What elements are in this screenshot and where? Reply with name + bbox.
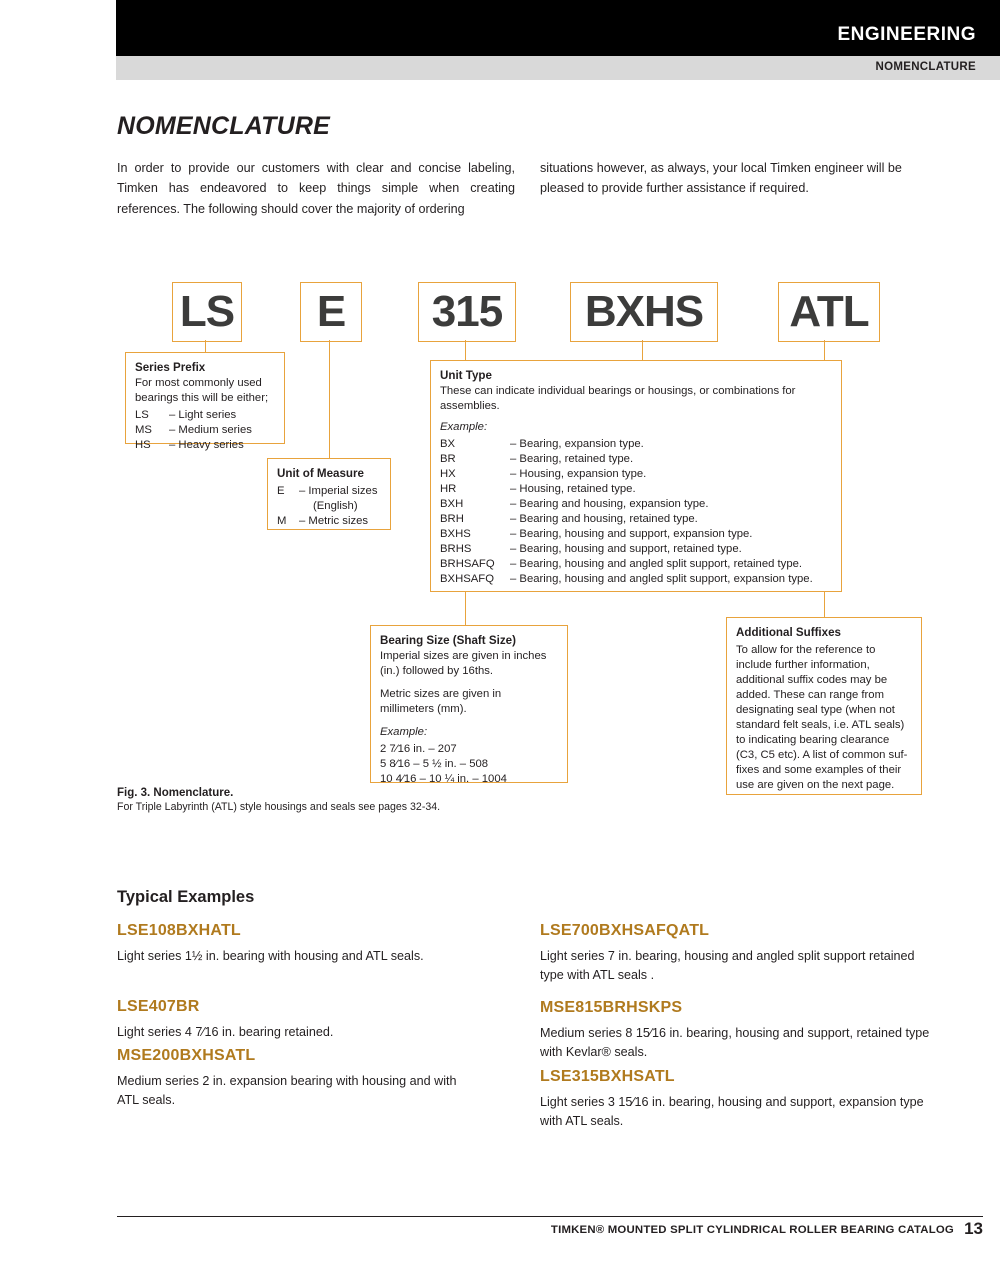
intro-paragraph-right: situations however, as always, your local Timken engineer will be pleased to provide further assistance if required. xyxy=(540,161,902,196)
series-prefix-code: MS xyxy=(135,424,152,437)
unit-type-desc: – Bearing and housing, expansion type. xyxy=(510,498,709,511)
callout-additional-suffixes-body: To allow for the reference to include further information, additional suffix codes may be added. These can range from designating seal type (when not standard felt seals, i.e. ATL seals) to indicating bearing clearance (C3, C5 etc). A list of common suf-fixes and some examples of their use are given on the next page. xyxy=(736,644,908,792)
series-prefix-desc: – Light series xyxy=(169,409,237,422)
callout-additional-suffixes xyxy=(726,617,922,795)
unit-type-code: BXHS xyxy=(440,528,471,541)
header-title: ENGINEERING xyxy=(837,24,976,45)
code-box-series-prefix: LS xyxy=(172,282,242,342)
callout-row xyxy=(135,408,275,423)
table-row xyxy=(440,452,832,467)
unit-type-desc: – Bearing, housing and support, expansion type. xyxy=(510,528,753,541)
bearing-size-example: 10 4⁄16 – 10 ¼ in. – 1004 xyxy=(380,773,507,786)
unit-type-desc: – Bearing, housing and angled split support, expansion type. xyxy=(510,573,813,586)
callout-unit-type-body: These can indicate individual bearings or housings, or combinations for assemblies. xyxy=(440,385,796,413)
callout-bearing-size-title: Bearing Size (Shaft Size) xyxy=(380,634,516,647)
callout-unit-type-title: Unit Type xyxy=(440,369,492,382)
code-box-unit-type: BXHS xyxy=(570,282,718,342)
header-bar xyxy=(116,0,1000,56)
callout-series-prefix-body: For most commonly used bearings this will be either; xyxy=(135,377,269,405)
callout-bearing-size-para2: Metric sizes are given in millimeters (mm). xyxy=(380,688,502,716)
callout-row xyxy=(277,514,381,529)
intro-paragraph-left: In order to provide our customers with clear and concise labeling, Timken has endeavored to keep things simple when creating references. The following should cover the majority of ordering xyxy=(117,161,515,216)
page-number: 13 xyxy=(964,1219,983,1238)
example-code: MSE815BRHSKPS xyxy=(540,999,683,1016)
figure-caption xyxy=(117,787,440,813)
connector-e xyxy=(329,340,330,458)
unit-desc: (English) xyxy=(313,500,358,513)
example-description: Medium series 2 in. expansion bearing with housing and with ATL seals. xyxy=(117,1074,457,1107)
unit-type-code: HX xyxy=(440,468,456,481)
table-row xyxy=(440,557,832,572)
figure-caption-note: For Triple Labyrinth (ATL) style housings and seals see pages 32-34. xyxy=(117,801,441,813)
unit-type-code: BXHSAFQ xyxy=(440,573,494,586)
example-description: Light series 4 7⁄16 in. bearing retained. xyxy=(117,1025,334,1039)
example-code: LSE315BXHSATL xyxy=(540,1068,675,1085)
callout-row xyxy=(135,438,275,453)
bearing-size-example: 2 7⁄16 in. – 207 xyxy=(380,743,457,756)
callout-bearing-size-para1: Imperial sizes are given in inches (in.) followed by 16ths. xyxy=(380,650,547,678)
unit-type-desc: – Bearing and housing, retained type. xyxy=(510,513,698,526)
example-item xyxy=(117,995,447,1042)
header-subtitle: NOMENCLATURE xyxy=(875,61,976,73)
header-subbar xyxy=(116,56,1000,80)
example-code: LSE108BXHATL xyxy=(117,922,241,939)
typical-examples-heading: Typical Examples xyxy=(117,888,255,906)
table-row xyxy=(440,512,832,527)
unit-type-code: BRH xyxy=(440,513,464,526)
table-row xyxy=(440,527,832,542)
table-row xyxy=(440,437,832,452)
example-code: MSE200BXHSATL xyxy=(117,1047,256,1064)
example-item xyxy=(117,1044,467,1110)
figure-caption-title: Fig. 3. Nomenclature. xyxy=(117,787,234,799)
callout-unit-type-example-label: Example: xyxy=(440,421,488,434)
unit-type-code: BRHS xyxy=(440,543,472,556)
unit-code: E xyxy=(277,485,285,498)
callout-unit-of-measure-title: Unit of Measure xyxy=(277,467,364,480)
callout-unit-type xyxy=(430,360,842,592)
callout-bearing-size xyxy=(370,625,568,786)
callout-row xyxy=(277,484,381,499)
unit-type-code: HR xyxy=(440,483,457,496)
unit-type-desc: – Bearing, expansion type. xyxy=(510,438,644,451)
example-description: Medium series 8 15⁄16 in. bearing, housing and support, retained type with Kevlar® seals. xyxy=(540,1026,930,1059)
unit-type-desc: – Housing, retained type. xyxy=(510,483,636,496)
unit-type-desc: – Housing, expansion type. xyxy=(510,468,647,481)
unit-type-code: BXH xyxy=(440,498,464,511)
table-row xyxy=(440,482,832,497)
connector-ls xyxy=(205,340,206,352)
code-box-bearing-size: 315 xyxy=(418,282,516,342)
series-prefix-code: HS xyxy=(135,439,151,452)
example-code: LSE700BXHSAFQATL xyxy=(540,922,710,939)
example-item xyxy=(540,919,940,985)
series-prefix-desc: – Medium series xyxy=(169,424,252,437)
connector-bxhs-v xyxy=(642,340,643,360)
callout-additional-suffixes-title: Additional Suffixes xyxy=(736,626,841,639)
table-row xyxy=(440,467,832,482)
callout-series-prefix xyxy=(125,352,285,452)
table-row xyxy=(440,497,832,512)
callout-row xyxy=(277,499,381,514)
unit-code: M xyxy=(277,515,287,528)
example-item xyxy=(540,996,940,1062)
example-description: Light series 3 15⁄16 in. bearing, housing and support, expansion type with ATL seals. xyxy=(540,1095,924,1128)
page-title: NOMENCLATURE xyxy=(117,112,331,140)
example-description: Light series 7 in. bearing, housing and angled split support retained type with ATL seals . xyxy=(540,949,915,982)
code-box-unit-of-measure: E xyxy=(300,282,362,342)
unit-type-code: BX xyxy=(440,438,456,451)
table-row xyxy=(440,542,832,557)
table-row xyxy=(440,572,832,587)
example-item xyxy=(540,1065,940,1131)
footer-divider xyxy=(117,1216,983,1217)
callout-row xyxy=(135,423,275,438)
code-box-additional-suffix: ATL xyxy=(778,282,880,342)
unit-type-desc: – Bearing, retained type. xyxy=(510,453,634,466)
callout-bearing-size-example-label: Example: xyxy=(380,726,428,739)
unit-type-code: BR xyxy=(440,453,456,466)
unit-desc: – Metric sizes xyxy=(299,515,369,528)
callout-unit-of-measure xyxy=(267,458,391,530)
example-code: LSE407BR xyxy=(117,998,200,1015)
unit-type-code: BRHSAFQ xyxy=(440,558,495,571)
unit-type-desc: – Bearing, housing and support, retained type. xyxy=(510,543,742,556)
unit-type-desc: – Bearing, housing and angled split support, retained type. xyxy=(510,558,803,571)
bearing-size-example: 5 8⁄16 – 5 ½ in. – 508 xyxy=(380,758,489,771)
example-description: Light series 1½ in. bearing with housing and ATL seals. xyxy=(117,949,424,963)
unit-desc: – Imperial sizes xyxy=(299,485,378,498)
footer-text: TIMKEN® MOUNTED SPLIT CYLINDRICAL ROLLER BEARING CATALOG xyxy=(550,1224,954,1236)
example-item xyxy=(117,919,447,966)
callout-series-prefix-title: Series Prefix xyxy=(135,361,206,374)
series-prefix-desc: – Heavy series xyxy=(169,439,244,452)
series-prefix-code: LS xyxy=(135,409,149,422)
